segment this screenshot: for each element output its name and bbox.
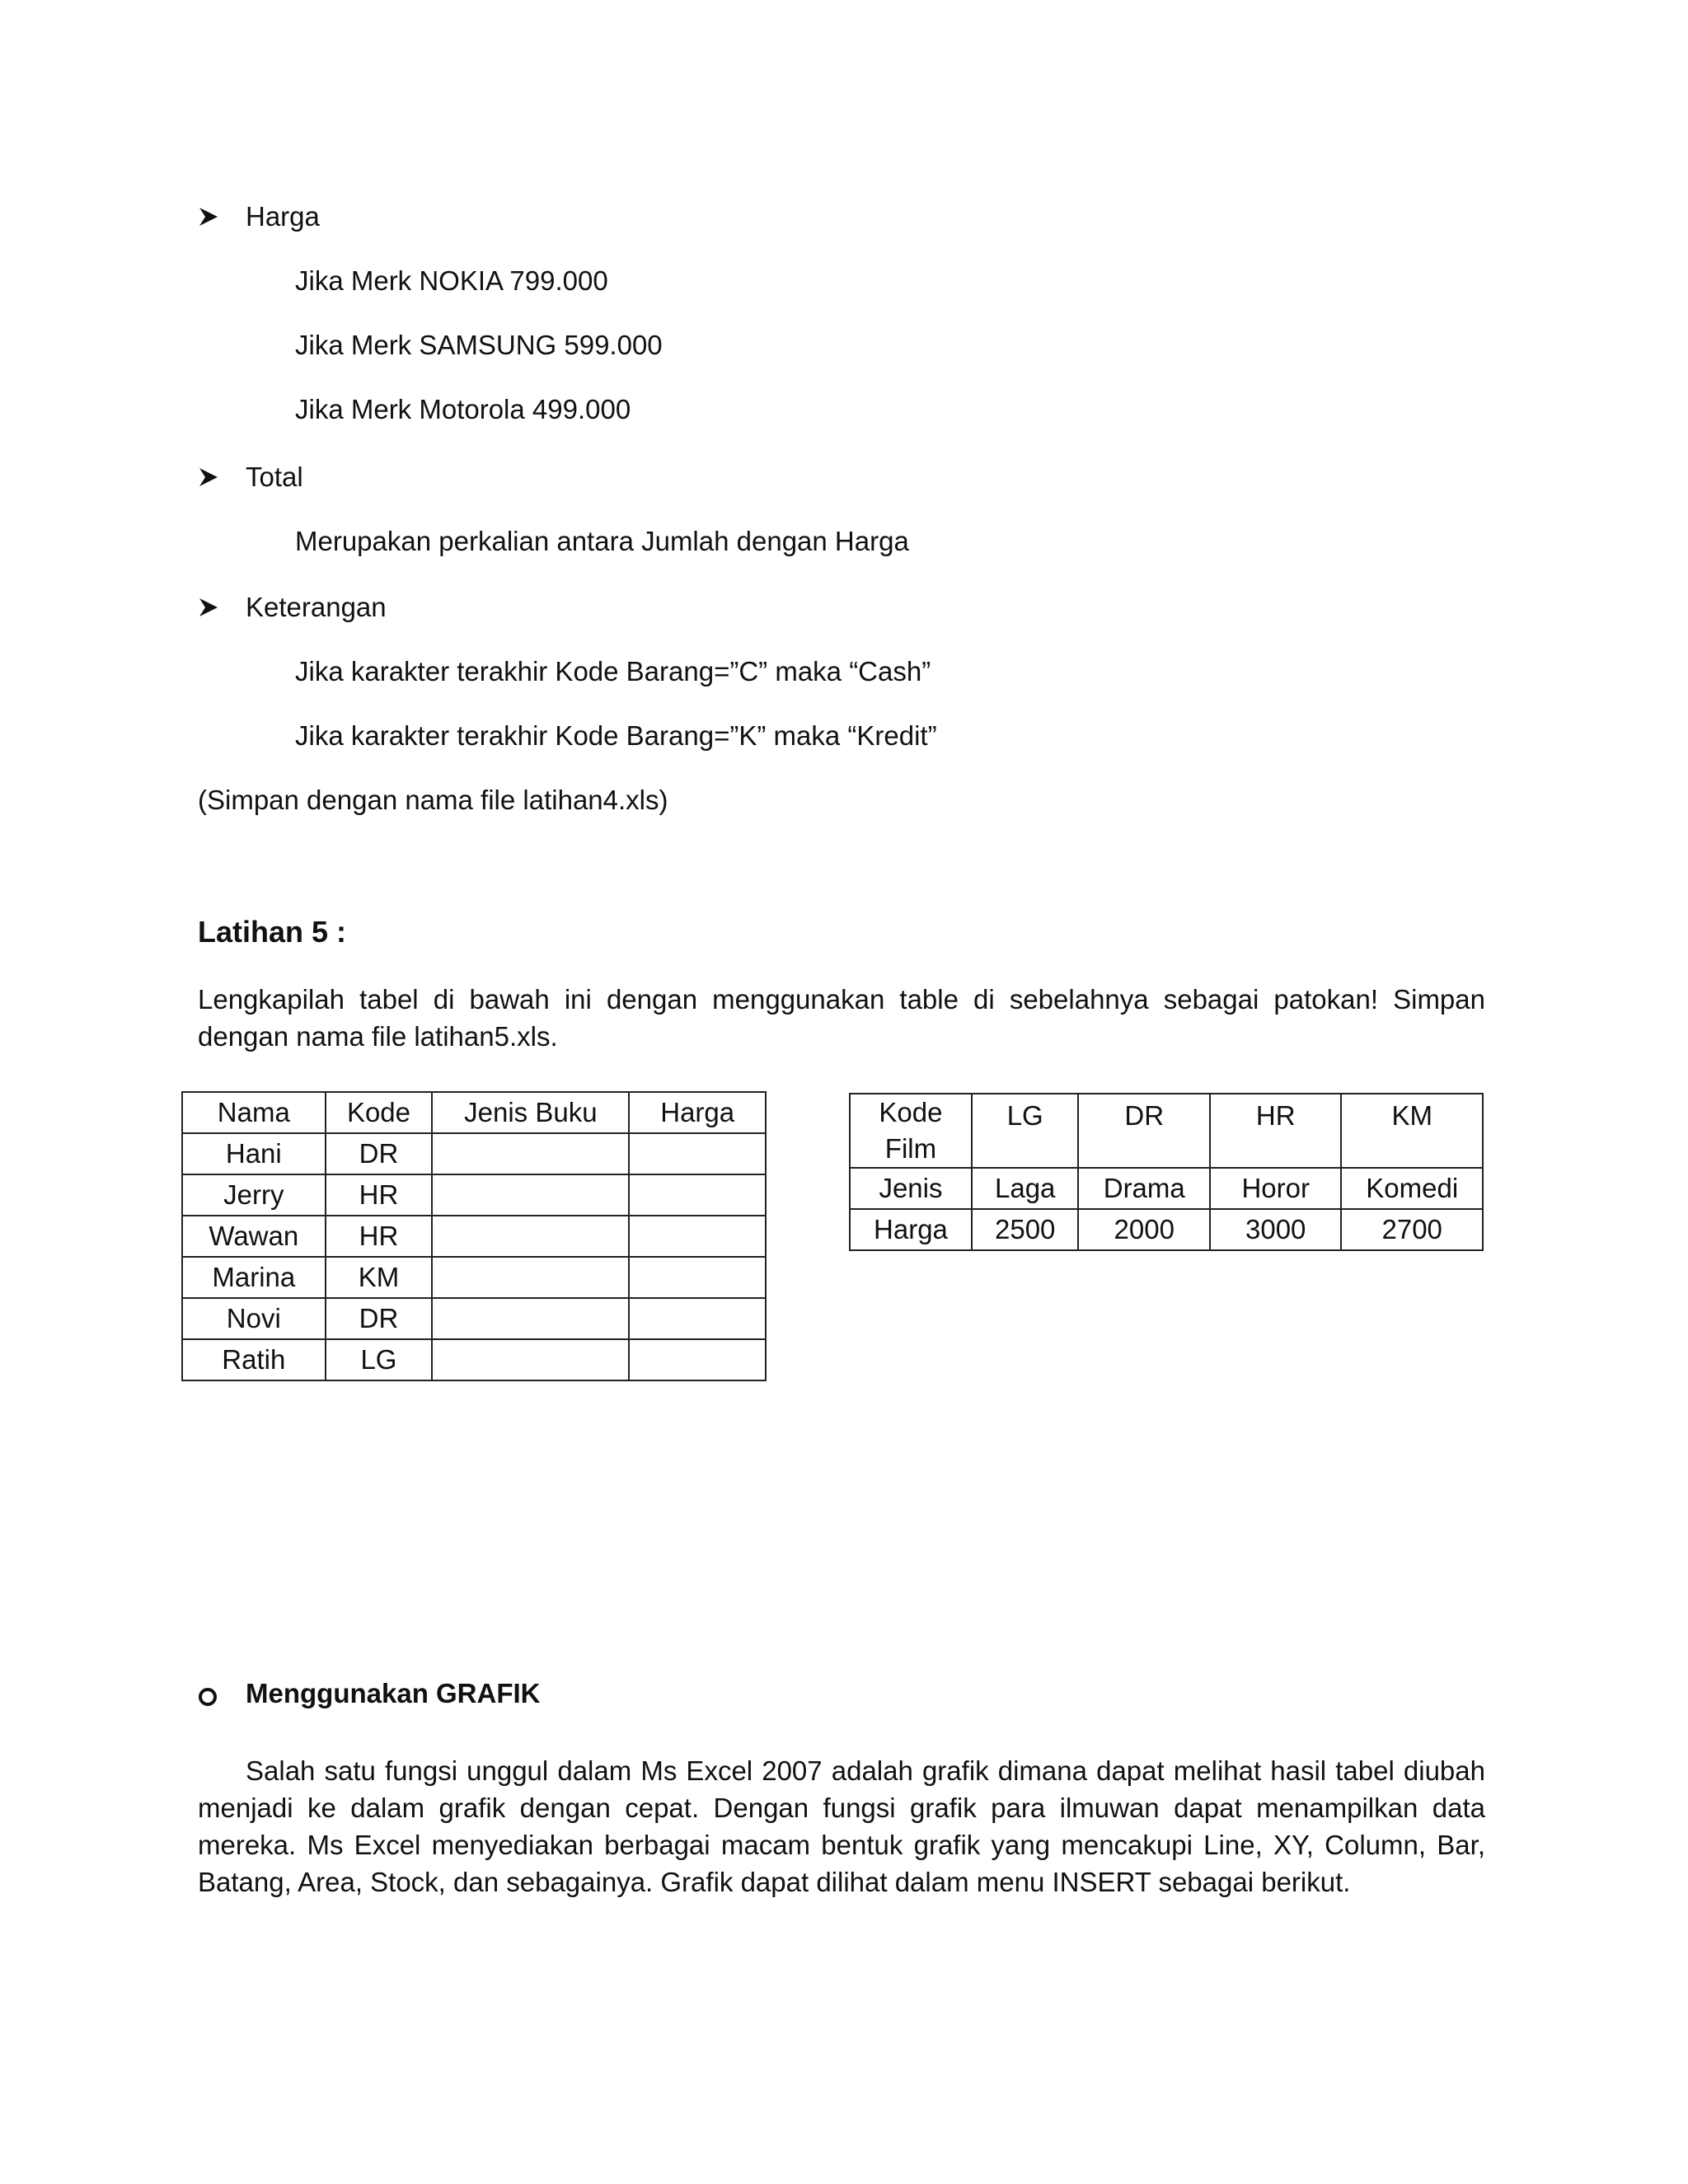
header-cell: Jenis Buku <box>432 1092 629 1133</box>
table-row <box>182 1339 766 1380</box>
criteria-line: Jika karakter terakhir Kode Barang=”C” maka “Cash” <box>295 656 931 687</box>
table-cell <box>432 1174 629 1216</box>
table-cell: Ratih <box>182 1339 326 1380</box>
table-cell: Horor <box>1210 1168 1341 1209</box>
table-row <box>850 1209 1483 1250</box>
table-cell: Drama <box>1078 1168 1210 1209</box>
table-cell: 2500 <box>972 1209 1079 1250</box>
table-cell <box>629 1339 766 1380</box>
section-heading: Menggunakan GRAFIK <box>246 1678 541 1708</box>
criteria-heading-keterangan: Keterangan <box>246 592 387 622</box>
student-table <box>181 1091 767 1381</box>
table-cell: 3000 <box>1210 1209 1341 1250</box>
table-row <box>182 1133 766 1174</box>
table-cell: Marina <box>182 1257 326 1298</box>
criteria-heading-total: Total <box>246 462 303 492</box>
table-cell: Jenis <box>850 1168 972 1209</box>
table-cell: Kode Film <box>850 1094 972 1168</box>
header-cell: Kode <box>326 1092 433 1133</box>
criteria-line: Jika Merk Motorola 499.000 <box>295 394 631 424</box>
arrow-bullet-icon <box>198 206 219 227</box>
criteria-line: Jika karakter terakhir Kode Barang=”K” maka “Kredit” <box>295 720 937 751</box>
table-cell: Laga <box>972 1168 1079 1209</box>
table-cell <box>629 1257 766 1298</box>
table-cell <box>629 1216 766 1257</box>
table-cell: LG <box>972 1094 1079 1168</box>
table-cell: 2000 <box>1078 1209 1210 1250</box>
table-header-row <box>182 1092 766 1133</box>
arrow-bullet-icon <box>198 466 219 488</box>
table-cell: Wawan <box>182 1216 326 1257</box>
circle-bullet-icon <box>199 1688 217 1706</box>
section-title: Latihan 5 : <box>198 915 347 949</box>
header-cell: Harga <box>629 1092 766 1133</box>
table-cell: Harga <box>850 1209 972 1250</box>
table-cell <box>432 1216 629 1257</box>
table-cell <box>432 1298 629 1339</box>
criteria-heading-harga: Harga <box>246 201 320 232</box>
reference-table <box>849 1093 1484 1251</box>
table-cell: DR <box>326 1298 433 1339</box>
table-cell <box>629 1133 766 1174</box>
table-row <box>182 1174 766 1216</box>
table-cell <box>629 1298 766 1339</box>
table-row <box>182 1257 766 1298</box>
table-cell: DR <box>326 1133 433 1174</box>
table-row <box>182 1298 766 1339</box>
header-cell: Nama <box>182 1092 326 1133</box>
table-row <box>182 1216 766 1257</box>
table-cell <box>432 1339 629 1380</box>
criteria-line: Jika Merk NOKIA 799.000 <box>295 265 608 296</box>
table-cell: LG <box>326 1339 433 1380</box>
body-paragraph: Salah satu fungsi unggul dalam Ms Excel 2007 adalah grafik dimana dapat melihat hasil tabel diubah menjadi ke dalam grafik dengan cepat. Dengan fungsi grafik para ilmuwan dapat menampilkan data mereka. Ms Excel menyediakan berbagai macam bentuk grafik yang mencakupi Line, XY, Column, Bar, Batang, Area, Stock, dan sebagainya. Grafik dapat dilihat dalam menu INSERT sebagai berikut. <box>198 1755 1485 1897</box>
table-cell: Hani <box>182 1133 326 1174</box>
table-cell <box>432 1133 629 1174</box>
table-cell: Komedi <box>1341 1168 1483 1209</box>
table-cell <box>629 1174 766 1216</box>
criteria-line: Jika Merk SAMSUNG 599.000 <box>295 330 663 360</box>
table-cell: Jerry <box>182 1174 326 1216</box>
table-cell: HR <box>1210 1094 1341 1168</box>
arrow-bullet-icon <box>198 597 219 618</box>
table-cell: HR <box>326 1216 433 1257</box>
table-cell: KM <box>326 1257 433 1298</box>
table-cell: KM <box>1341 1094 1483 1168</box>
table-cell <box>432 1257 629 1298</box>
table-cell: HR <box>326 1174 433 1216</box>
table-cell: DR <box>1078 1094 1210 1168</box>
table-row <box>850 1094 1483 1168</box>
instruction-paragraph: Lengkapilah tabel di bawah ini dengan menggunakan table di sebelahnya sebagai patokan! Simpan dengan nama file latihan5.xls. <box>198 984 1485 1052</box>
save-note: (Simpan dengan nama file latihan4.xls) <box>198 785 668 815</box>
criteria-line: Merupakan perkalian antara Jumlah dengan Harga <box>295 526 909 556</box>
table-row <box>850 1168 1483 1209</box>
table-cell: 2700 <box>1341 1209 1483 1250</box>
table-cell: Novi <box>182 1298 326 1339</box>
